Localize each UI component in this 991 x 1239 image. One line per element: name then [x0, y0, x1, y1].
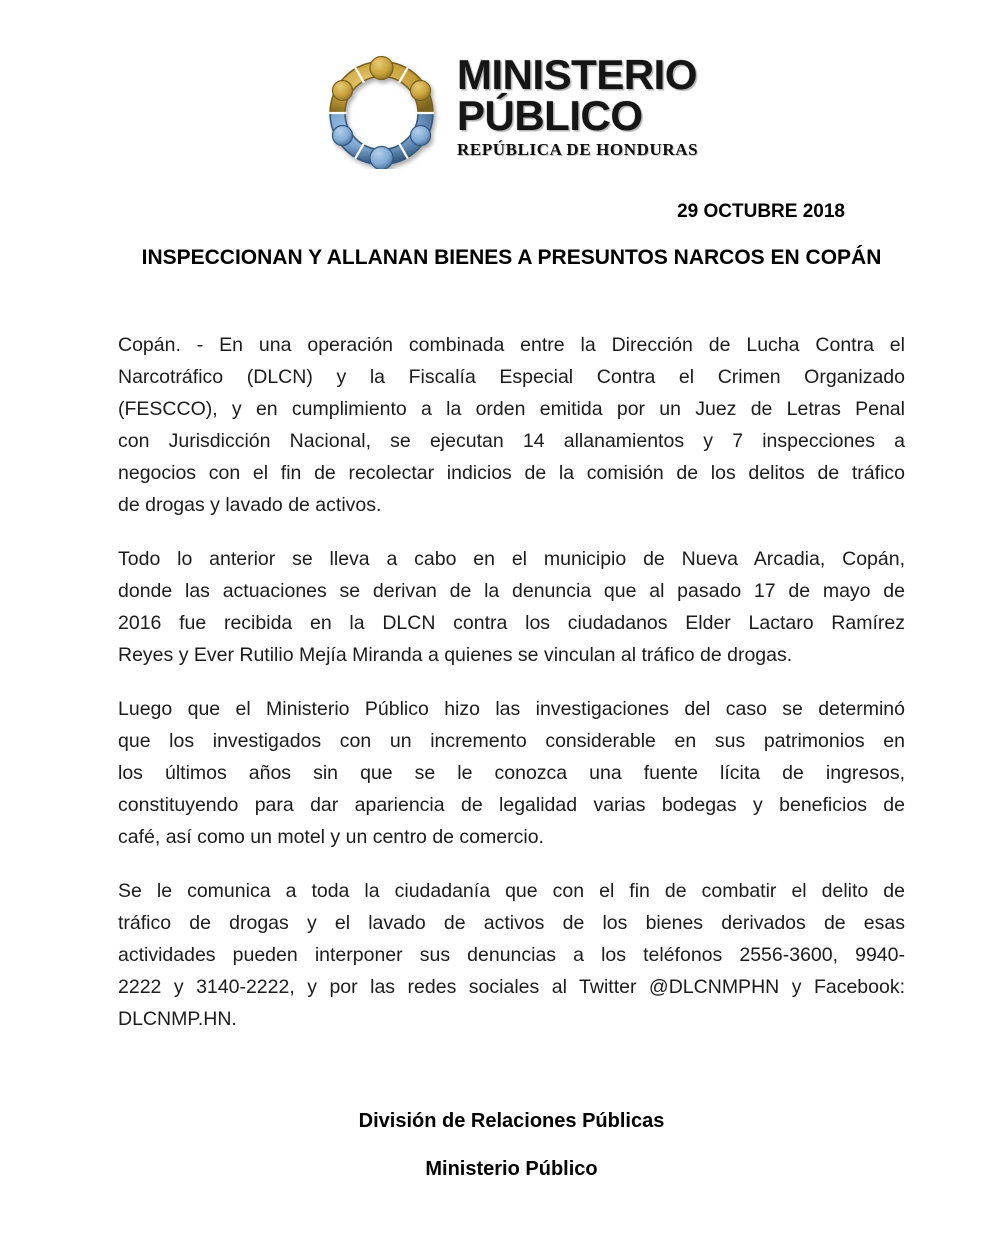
body-text-line: 2222 y 3140-2222, y por las redes sociales al Twitter @DLCNMPHN y Facebook:	[118, 976, 905, 998]
body-text-line: los últimos años sin que se le conozca una fuente lícita de ingresos,	[118, 762, 905, 784]
letterhead	[318, 52, 698, 169]
footer-ministerio: Ministerio Público	[425, 1158, 598, 1180]
body-text-line: constituyendo para dar apariencia de legalidad varias bodegas y beneficios de	[118, 794, 905, 816]
body-text-line: Se le comunica a toda la ciudadanía que con el fin de combatir el delito de	[118, 880, 905, 902]
body-text-line: (FESCCO), y en cumplimiento a la orden emitida por un Juez de Letras Penal	[118, 398, 905, 420]
footer-division: División de Relaciones Públicas	[358, 1110, 665, 1132]
body-text-line: con Jurisdicción Nacional, se ejecutan 14 allanamientos y 7 inspecciones a	[118, 430, 905, 452]
body-text-line: DLCNMP.HN.	[118, 1008, 237, 1030]
body-text-line: café, así como un motel y un centro de comercio.	[118, 826, 544, 848]
body-text-line: que los investigados con un incremento considerable en sus patrimonios en	[118, 730, 905, 752]
body-text-line: Narcotráfico (DLCN) y la Fiscalía Especial Contra el Crimen Organizado	[118, 366, 905, 388]
paragraph-4	[118, 875, 905, 1035]
paragraph-1	[118, 329, 905, 521]
body-text-line: donde las actuaciones se derivan de la denuncia que al pasado 17 de mayo de	[118, 580, 905, 602]
body-text-line: Luego que el Ministerio Público hizo las investigaciones del caso se determinó	[118, 698, 905, 720]
wordmark-subtitle: REPÚBLICA DE HONDURAS	[457, 140, 699, 159]
body-text-line: de drogas y lavado de activos.	[118, 494, 382, 516]
body-text-line: 2016 fue recibida en la DLCN contra los ciudadanos Elder Lactaro Ramírez	[118, 612, 905, 634]
body-text-line: negocios con el fin de recolectar indicios de la comisión de los delitos de tráfico	[118, 462, 905, 484]
body-text-line: Copán. - En una operación combinada entre la Dirección de Lucha Contra el	[118, 334, 905, 356]
date-line: 29 OCTUBRE 2018	[677, 201, 845, 222]
body-text-line: Reyes y Ever Rutilio Mejía Miranda a quienes se vinculan al tráfico de drogas.	[118, 644, 793, 666]
press-release-body	[118, 329, 905, 1057]
headline: INSPECCIONAN Y ALLANAN BIENES A PRESUNTOS NARCOS EN COPÁN	[141, 246, 882, 269]
wordmark-title-line1: MINISTERIO	[457, 51, 698, 98]
wordmark	[457, 52, 698, 159]
paragraph-2	[118, 543, 905, 671]
body-text-line: tráfico de drogas y el lavado de activos de los bienes derivados de esas	[118, 912, 905, 934]
paragraph-3	[118, 693, 905, 853]
body-text-line: actividades pueden interponer sus denuncias a los teléfonos 2556-3600, 9940-	[118, 944, 905, 966]
ministerio-publico-emblem-icon	[318, 55, 445, 169]
body-text-line: Todo lo anterior se lleva a cabo en el municipio de Nueva Arcadia, Copán,	[118, 548, 905, 570]
wordmark-title-line2: PÚBLICO	[457, 92, 643, 139]
